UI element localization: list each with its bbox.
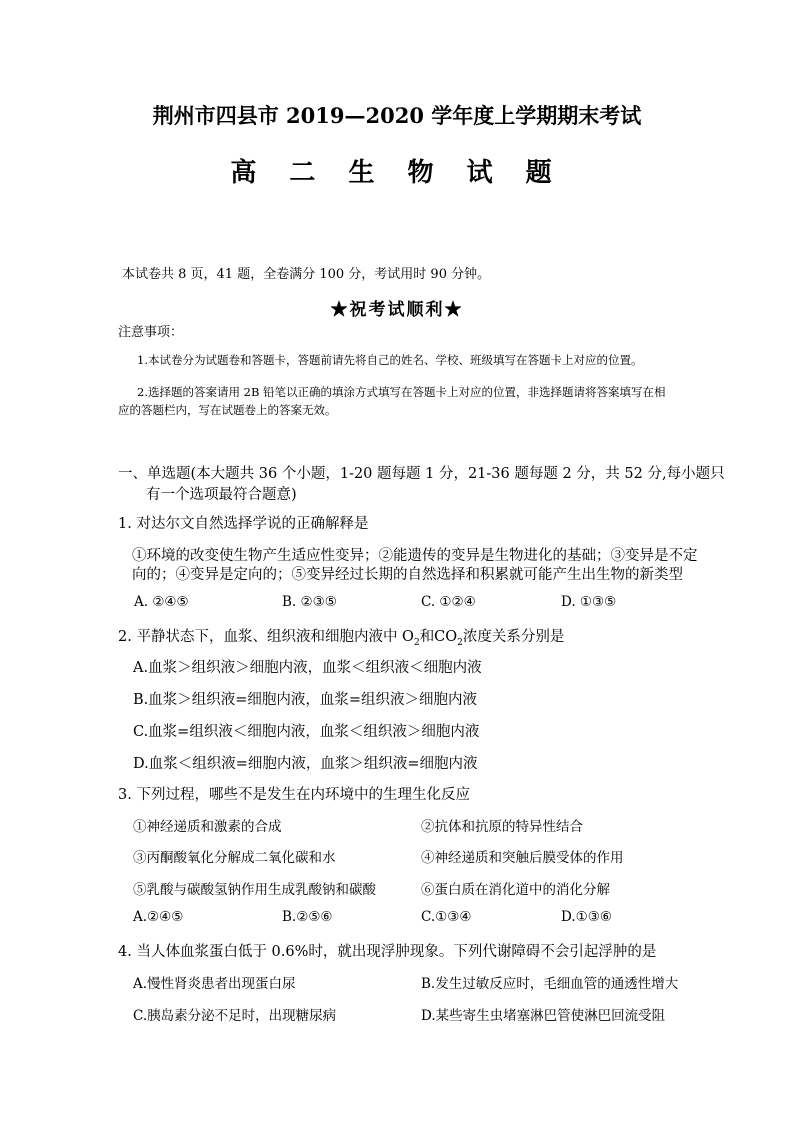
q3-item-4: ④神经递质和突触后膜受体的作用 [421,850,624,866]
q2-option-a: A.血浆＞组织液＞细胞内液，血浆＜组织液＜细胞内液 [133,660,482,676]
q3-item-1: ①神经递质和激素的合成 [133,819,282,835]
q3-item-3: ③丙酮酸氧化分解成二氧化碳和水 [133,850,336,866]
note-item-2-line-2: 应的答题栏内，写在试题卷上的答案无效。 [118,403,337,417]
exam-title: 荆州市四县市 2019—2020 学年度上学期期末考试 [152,103,642,128]
q2-sub-2: 2 [457,637,463,648]
note-item-2-line-1: 2.选择题的答案请用 2B 铅笔以正确的填涂方式填写在答题卡上对应的位置，非选择题请将答案填写在相 [137,385,666,399]
q2-stem-pre: 2. 平静状态下，血浆、组织液和细胞内液中 O [118,629,414,645]
q2-option-c: C.血浆=组织液＜细胞内液，血浆＜组织液＞细胞内液 [133,724,480,740]
q4-option-b: B.发生过敏反应时，毛细血管的通透性增大 [421,976,679,992]
q3-option-b: B.②⑤⑥ [282,909,333,925]
q1-option-d: D. ①③⑤ [561,594,617,610]
q4-option-d: D.某些寄生虫堵塞淋巴管使淋巴回流受阻 [421,1008,666,1024]
q2-option-d: D.血浆＜组织液=细胞内液，血浆＞组织液=细胞内液 [133,756,478,772]
q3-item-6: ⑥蛋白质在消化道中的消化分解 [421,882,610,898]
intro-text: 本试卷共 8 页，41 题，全卷满分 100 分，考试用时 90 分钟。 [122,267,491,282]
q1-option-b: B. ②③⑤ [282,594,337,610]
q4-option-a: A.慢性肾炎患者出现蛋白尿 [133,976,296,992]
q2-stem-mid: 和CO [419,629,458,645]
q1-stem: 1. 对达尔文自然选择学说的正确解释是 [118,516,369,532]
q1-option-a: A. ②④⑤ [134,594,189,610]
q4-stem: 4. 当人体血浆蛋白低于 0.6%时，就出现浮肿现象。下列代谢障碍不会引起浮肿的是 [118,944,657,960]
q2-sub-1: 2 [413,637,420,648]
q1-desc-line-1: ①环境的改变使生物产生适应性变异；②能遗传的变异是生物进化的基础；③变异是不定 [132,548,698,564]
section-heading-line-1: 一、单选题(本大题共 36 个小题，1-20 题每题 1 分，21-36 题每题 2 分，共 52 分,每小题只 [118,466,725,482]
note-item-1: 1.本试卷分为试题卷和答题卡，答题前请先将自己的姓名、学校、班级填写在答题卡上对应的位置。 [137,353,643,367]
wish-banner: ★祝考试顺利★ [330,300,464,320]
section-heading-line-2: 有一个选项最符合题意) [146,487,297,503]
q3-option-c: C.①③④ [421,909,472,925]
q1-desc-line-2: 向的；④变异是定向的；⑤变异经过长期的自然选择和积累就可能产生出生物的新类型 [132,567,683,583]
q2-stem-post: 浓度关系分别是 [462,629,565,645]
q3-stem: 3. 下列过程，哪些不是发生在内环境中的生理生化反应 [118,787,470,803]
q2-stem [118,625,564,648]
q4-option-c: C.胰岛素分泌不足时，出现糖尿病 [133,1008,337,1024]
q3-item-5: ⑤乳酸与碳酸氢钠作用生成乳酸钠和碳酸 [133,882,376,898]
q3-item-2: ②抗体和抗原的特异性结合 [421,819,583,835]
q3-option-a: A.②④⑤ [133,909,184,925]
notes-heading: 注意事项： [118,325,184,340]
q1-option-c: C. ①②④ [421,594,476,610]
q3-option-d: D.①③⑥ [561,909,612,925]
exam-subtitle: 高 二 生 物 试 题 [230,158,564,188]
q2-option-b: B.血浆＞组织液=细胞内液，血浆=组织液＞细胞内液 [133,692,478,708]
